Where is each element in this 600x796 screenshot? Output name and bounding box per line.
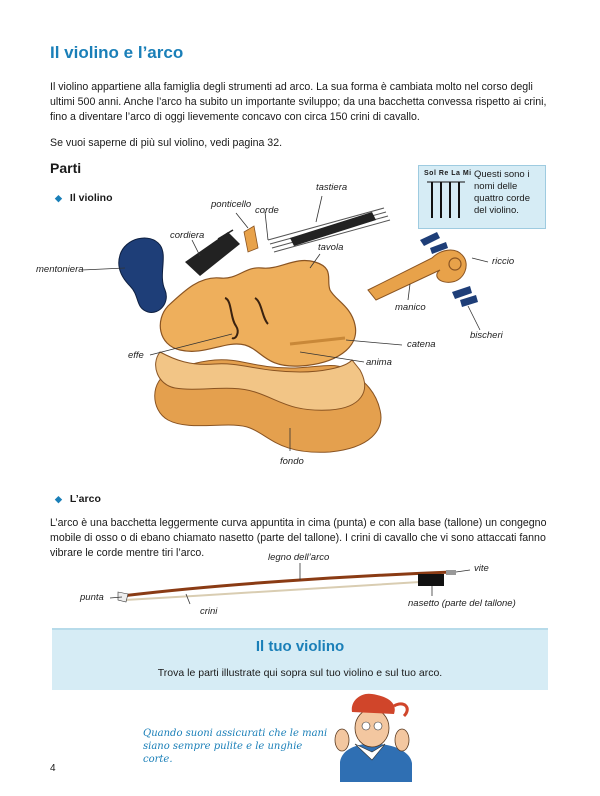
label-corde: corde [255,205,279,216]
label-anima: anima [366,357,392,368]
label-effe: effe [128,350,144,361]
label-crini: crini [200,606,218,617]
panel-text: Trova le parti illustrate qui sopra sul tuo violino e sul tuo arco. [157,667,443,679]
diamond-bullet-icon: ◆ [55,193,62,203]
label-manico: manico [395,302,426,313]
label-tastiera: tastiera [316,182,348,193]
panel-title: Il tuo violino [255,638,345,655]
label-ponticello: ponticello [211,199,252,210]
label-cordiera: cordiera [170,230,205,241]
hygiene-tip: Quando suoni assicurati che le mani siano sempre pulite e le unghie corte. [143,728,328,765]
label-vite: vite [474,563,489,574]
intro-reference: Se vuoi saperne di più sul violino, vedi pagina 32. [50,137,283,149]
label-riccio: riccio [492,256,515,267]
intro-paragraph: Il violino appartiene alla famiglia degli strumenti ad arco. La sua forma è cambiata molto nel corso degli ultimi 500 anni. Anche l’arco ha subito un importante sviluppo; da una bacchetta convessa rispetto ai crini, fino a diventare l’arco di oggi lievemente concavo con circa 150 crini di cavallo. [50,81,547,123]
label-fondo: fondo [280,456,304,467]
label-tavola: tavola [318,242,344,253]
parts-heading: Parti [50,160,82,176]
label-mentoniera: mentoniera [36,264,84,275]
bow-description: L’arco è una bacchetta leggermente curva appuntita in cima (punta) e con alla base (tallone) un congegno mobile di osso o di ebano chiamato nasetto (parte del tallone). I crini di cavallo che vi sono attaccati fanno vibrare le corde mentre tiri l’arco. [50,517,547,559]
string-names: Sol Re La Mi [424,170,472,177]
diamond-bullet-icon: ◆ [55,494,62,504]
bow-subheading-text: L’arco [69,493,101,505]
violin-subheading-text: Il violino [69,192,113,204]
label-bischeri: bischeri [470,330,503,341]
label-punta: punta [80,592,104,603]
label-nasetto: nasetto (parte del tallone) [408,598,516,609]
page-number: 4 [50,763,56,774]
label-catena: catena [407,339,436,350]
page-title: Il violino e l’arco [50,43,184,62]
label-legno: legno dell’arco [268,552,330,563]
string-names-caption: Questi sono i nomi delle quattro corde del violino. [474,169,530,216]
